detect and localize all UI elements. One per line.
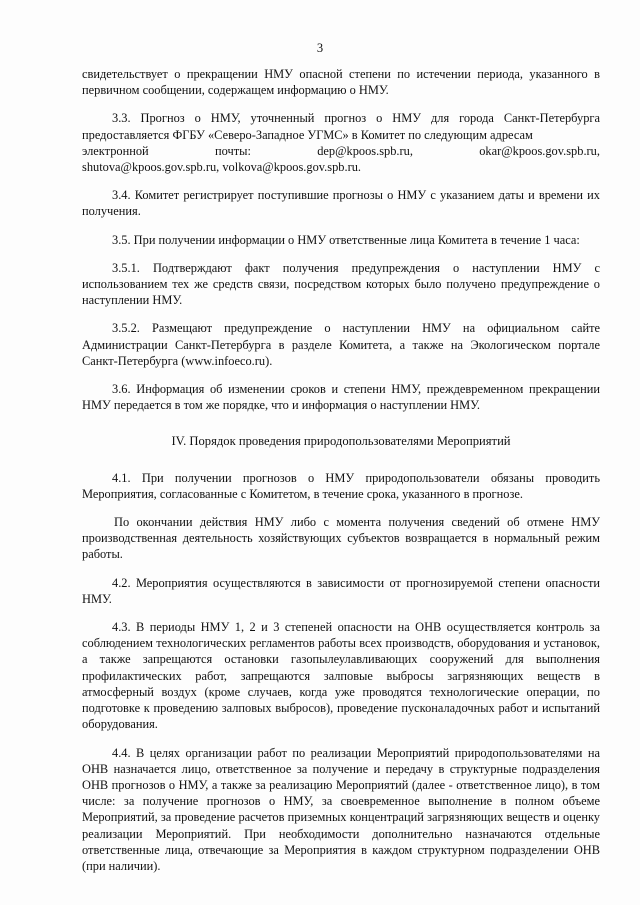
paragraph-3-3 [82, 110, 600, 175]
email-line-2: shutova@kpoos.gov.spb.ru, volkova@kpoos.gov.spb.ru. [82, 160, 361, 175]
section-heading-iv: IV. Порядок проведения природопользователями Мероприятий [171, 434, 511, 449]
paragraph-3-3-text: 3.3. Прогноз о НМУ, уточненный прогноз о НМУ для города Санкт-Петербурга предоставляется ФГБУ «Северо-Западное УГМС» в Комитет по следующим адресам [82, 111, 600, 142]
paragraph-4-4: 4.4. В целях организации работ по реализации Мероприятий природопользователями на ОНВ назначается лицо, ответственное за получение и передачу в структурные подразделения ОНВ прогнозов о НМУ, а также за реализацию Мероприятий (далее - ответственное лицо), в том числе: за получение прогнозов о НМУ, за своевременное выполнение в полном объеме Мероприятий, за проведение расчетов приземных концентраций загрязняющих веществ и оценку реализации Мероприятий. При необходимости дополнительно назначаются отдельные ответственные лица, отвечающие за Мероприятия в каждом структурном подразделении ОНВ (при наличии). [82, 745, 600, 873]
paragraph-3-5-2: 3.5.2. Размещают предупреждение о наступлении НМУ на официальном сайте Администрации Санкт-Петербурга в разделе Комитета, а также на Экологическом портале Санкт-Петербурга (www.infoeco.ru). [82, 321, 600, 368]
paragraph-4-1-b: По окончании действия НМУ либо с момента получения сведений об отмене НМУ производственная деятельность хозяйствующих субъектов возвращается в нормальный режим работы. [82, 515, 600, 562]
paragraph-4-3: 4.3. В периоды НМУ 1, 2 и 3 степеней опасности на ОНВ осуществляется контроль за соблюдением технологических регламентов работы всех производств, оборудования и установок, а также запрещаются остановки газопылеулавливающих сооружений для выполнения профилактических работ, запрещаются залповые выбросы загрязняющих веществ в атмосферный воздух (кроме случаев, когда уже проводятся технологические операции, по подготовке к проведению залповых выбросов), проведение пусконаладочных работ и испытаний оборудования. [82, 620, 600, 732]
email-label-mail: почты: [214, 143, 251, 158]
email-dep: dep@kpoos.spb.ru, [317, 143, 413, 158]
paragraph-4-2: 4.2. Мероприятия осуществляются в зависимости от прогнозируемой степени опасности НМУ. [82, 575, 600, 606]
paragraph-4-1: 4.1. При получении прогнозов о НМУ природопользователи обязаны проводить Мероприятия, согласованные с Комитетом, в течение срока, указанного в прогнозе. [82, 470, 600, 501]
document-body [82, 66, 600, 886]
paragraph-3-5-1: 3.5.1. Подтверждают факт получения предупреждения о наступлении НМУ с использованием тех же средств связи, посредством которых было получено предупреждение о наступлении НМУ. [82, 260, 600, 308]
paragraph-3-5: 3.5. При получении информации о НМУ ответственные лица Комитета в течение 1 часа: [112, 232, 580, 247]
paragraph-3-6: 3.6. Информация об изменении сроков и степени НМУ, преждевременном прекращении НМУ передается в том же порядке, что и информация о наступлении НМУ. [82, 382, 600, 413]
paragraph-intro: свидетельствует о прекращении НМУ опасной степени по истечении периода, указанного в первичном сообщении, содержащем информацию о НМУ. [82, 67, 600, 98]
paragraph-3-4: 3.4. Комитет регистрирует поступившие прогнозы о НМУ с указанием даты и времени их получения. [82, 188, 600, 219]
email-line [82, 143, 600, 159]
email-okar: okar@kpoos.gov.spb.ru, [479, 143, 600, 158]
page-number: 3 [316, 41, 324, 55]
email-label-electronic: электронной [82, 143, 149, 158]
